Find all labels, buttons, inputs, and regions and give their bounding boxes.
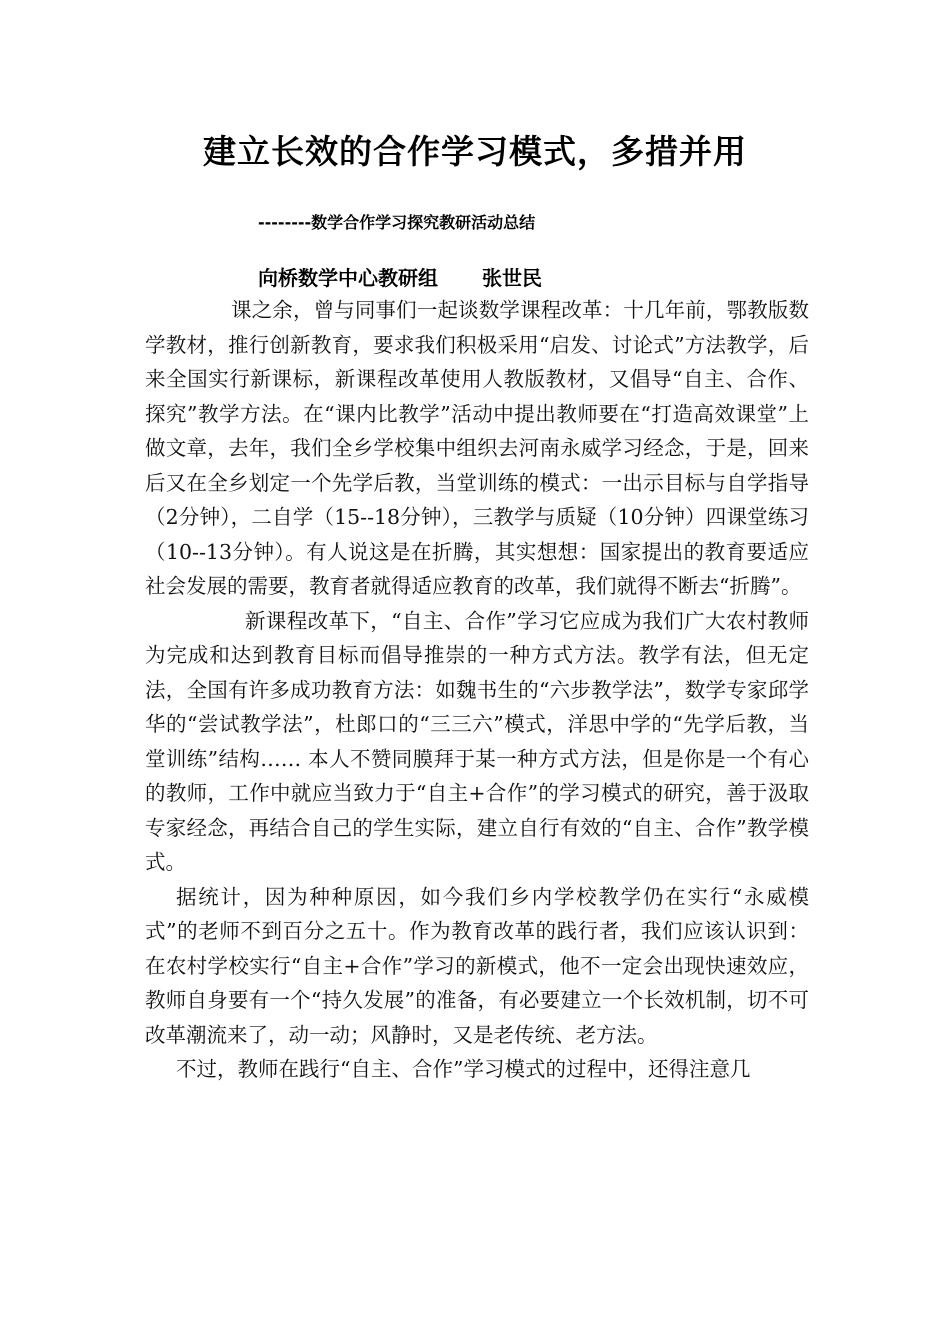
document-title: 建立长效的合作学习模式，多措并用 [203, 132, 747, 171]
paragraph-4: 不过，教师在践行“自主、合作”学习模式的过程中，还得注意几 [176, 1057, 751, 1081]
paragraph-1: 课之余，曾与同事们一起谈数学课程改革：十几年前，鄂教版数学教材，推行创新教育，要求我们积极采用“启发、讨论式”方法教学，后来全国实行新课标，新课程改革使用人教版教材，又倡导“自主、合作、探究”教学方法。在“课内比教学”活动中提出教师要在“打造高效课堂”上做文章，去年，我们全乡学校集中组织去河南永威学习经念，于是，回来后又在全乡划定一个先学后教，当堂训练的模式：一出示目标与自学指导（2分钟），二自学（15--18分钟），三教学与质疑（10分钟）四课堂练习（10--13分钟）。有人说这是在折腾，其实想想：国家提出的教育要适应社会发展的需要，教育者就得适应教育的改革，我们就得不断去“折腾”。 [145, 298, 809, 598]
paragraph-2: 新课程改革下，“自主、合作”学习它应成为我们广大农村教师为完成和达到教育目标而倡导推崇的一种方式方法。教学有法，但无定法，全国有许多成功教育方法：如魏书生的“六步教学法”，数学专家邱学华的“尝试教学法”，杜郎口的“三三六”模式，洋思中学的“先学后教，当堂训练”结构…… 本人不赞同膜拜于某一种方式方法，但是你是一个有心的教师，工作中就应当致力于“自主+合作”的学习模式的研究，善于汲取专家经念，再结合自己的学生实际，建立自行有效的“自主、合作”教学模式。 [145, 608, 809, 874]
author-group: 向桥数学中心教研组 [258, 266, 438, 290]
document-subtitle: --------数学合作学习探究教研活动总结 [258, 213, 536, 232]
author-line [258, 262, 542, 291]
document-body [145, 293, 809, 1087]
paragraph-3: 据统计，因为种种原因，如今我们乡内学校教学仍在实行“永威模式”的老师不到百分之五十。作为教育改革的践行者，我们应该认识到：在农村学校实行“自主+合作”学习的新模式，他不一定会出现快速效应，教师自身要有一个“持久发展”的准备，有必要建立一个长效机制，切不可改革潮流来了，动一动；风静时，又是老传统、老方法。 [145, 884, 809, 1047]
author-name: 张世民 [482, 266, 542, 290]
